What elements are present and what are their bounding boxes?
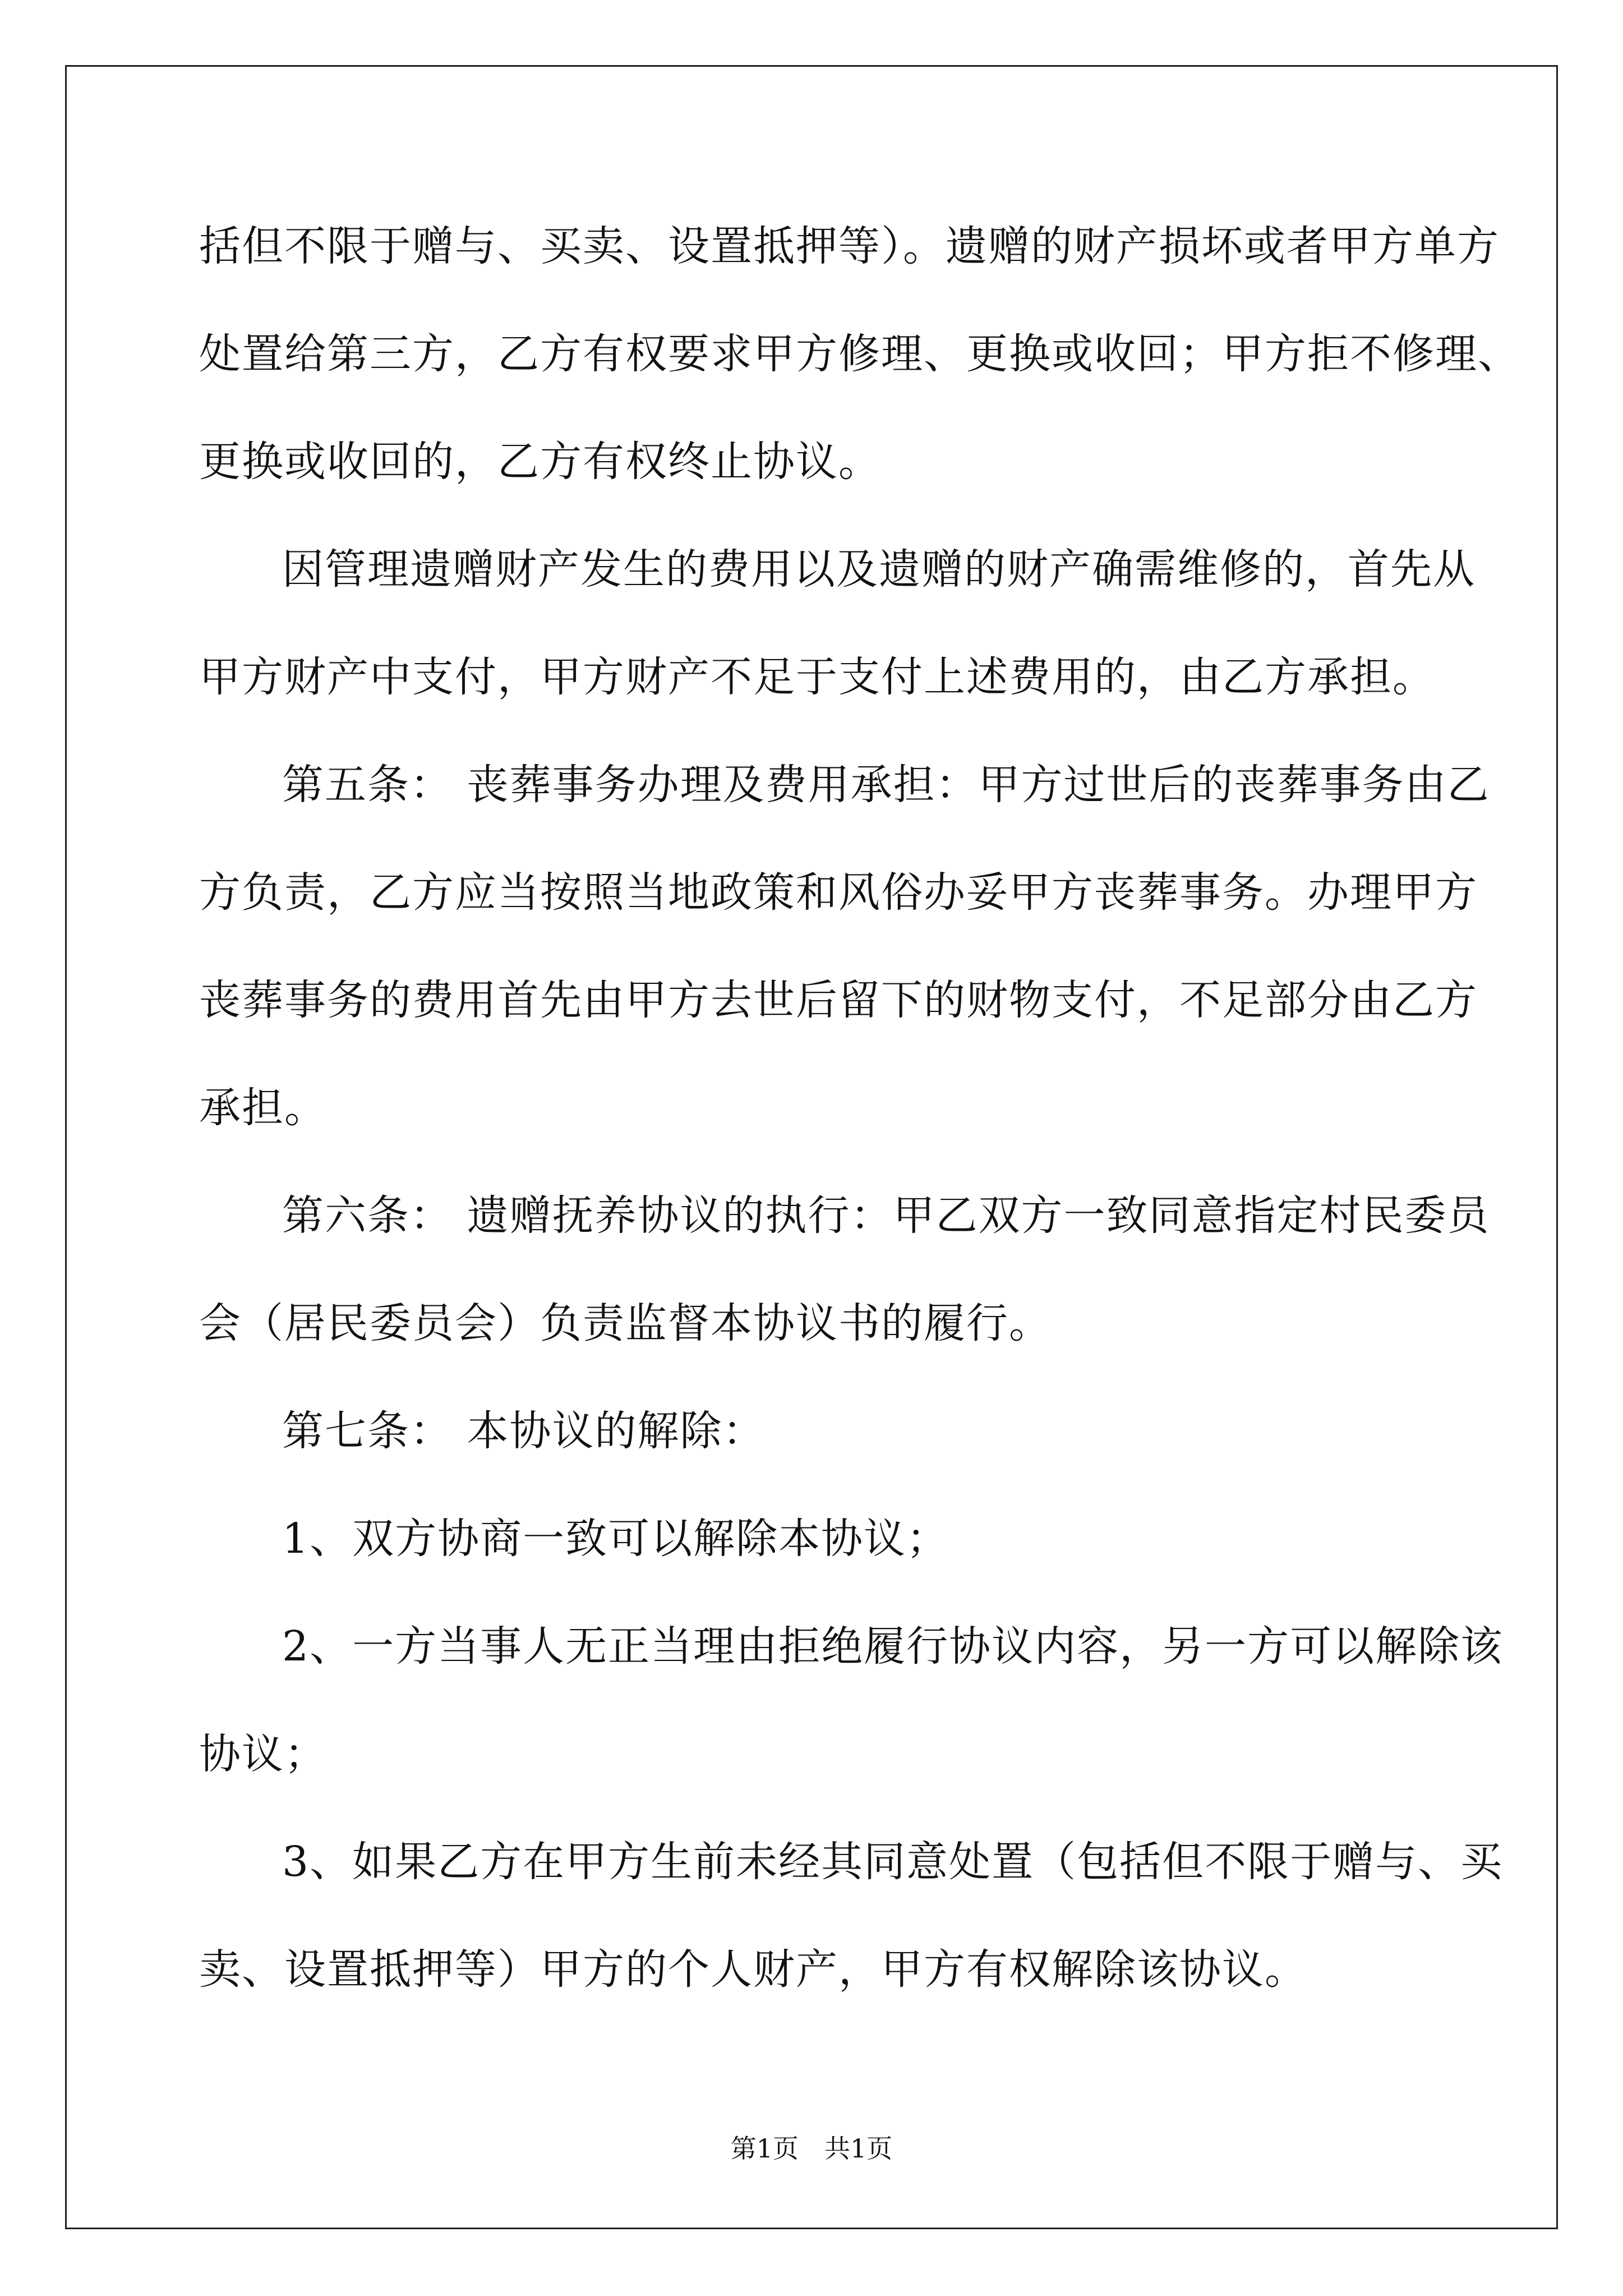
text-line: 更换或收回的，乙方有权终止协议。 [199,438,881,486]
text-line: 会（居民委员会）负责监督本协议书的履行。 [199,1299,1052,1347]
text-line: 甲方财产中支付，甲方财产不足于支付上述费用的，由乙方承担。 [199,653,1435,701]
paragraph-start: 因管理遗赠财产发生的费用以及遗赠的财产确需维修的，首先从 [282,545,1476,593]
text-line: 承担。 [199,1084,327,1132]
text-line: 卖、设置抵押等）甲方的个人财产，甲方有权解除该协议。 [199,1945,1307,1994]
list-item-1: 1、双方协商一致可以解除本协议； [282,1515,949,1563]
article-five-heading: 第五条： 丧葬事务办理及费用承担：甲方过世后的丧葬事务由乙 [282,761,1490,809]
article-six-heading: 第六条： 遗赠抚养协议的执行：甲乙双方一致同意指定村民委员 [282,1191,1490,1240]
list-item-3: 3、如果乙方在甲方生前未经其同意处置（包括但不限于赠与、买 [282,1838,1504,1886]
text-line: 方负责，乙方应当按照当地政策和风俗办妥甲方丧葬事务。办理甲方 [199,868,1478,917]
text-line: 丧葬事务的费用首先由甲方去世后留下的财物支付，不足部分由乙方 [199,976,1478,1024]
text-line: 协议； [199,1730,327,1778]
page-number: 第1页 共1页 [730,2133,893,2164]
page-border [65,65,1558,2229]
text-line: 括但不限于赠与、买卖、设置抵押等）。遗赠的财产损坏或者甲方单方 [199,222,1500,270]
list-item-2: 2、一方当事人无正当理由拒绝履行协议内容，另一方可以解除该 [282,1622,1504,1671]
text-line: 处置给第三方，乙方有权要求甲方修理、更换或收回；甲方拒不修理、 [199,330,1520,378]
article-seven-heading: 第七条： 本协议的解除： [282,1407,766,1455]
